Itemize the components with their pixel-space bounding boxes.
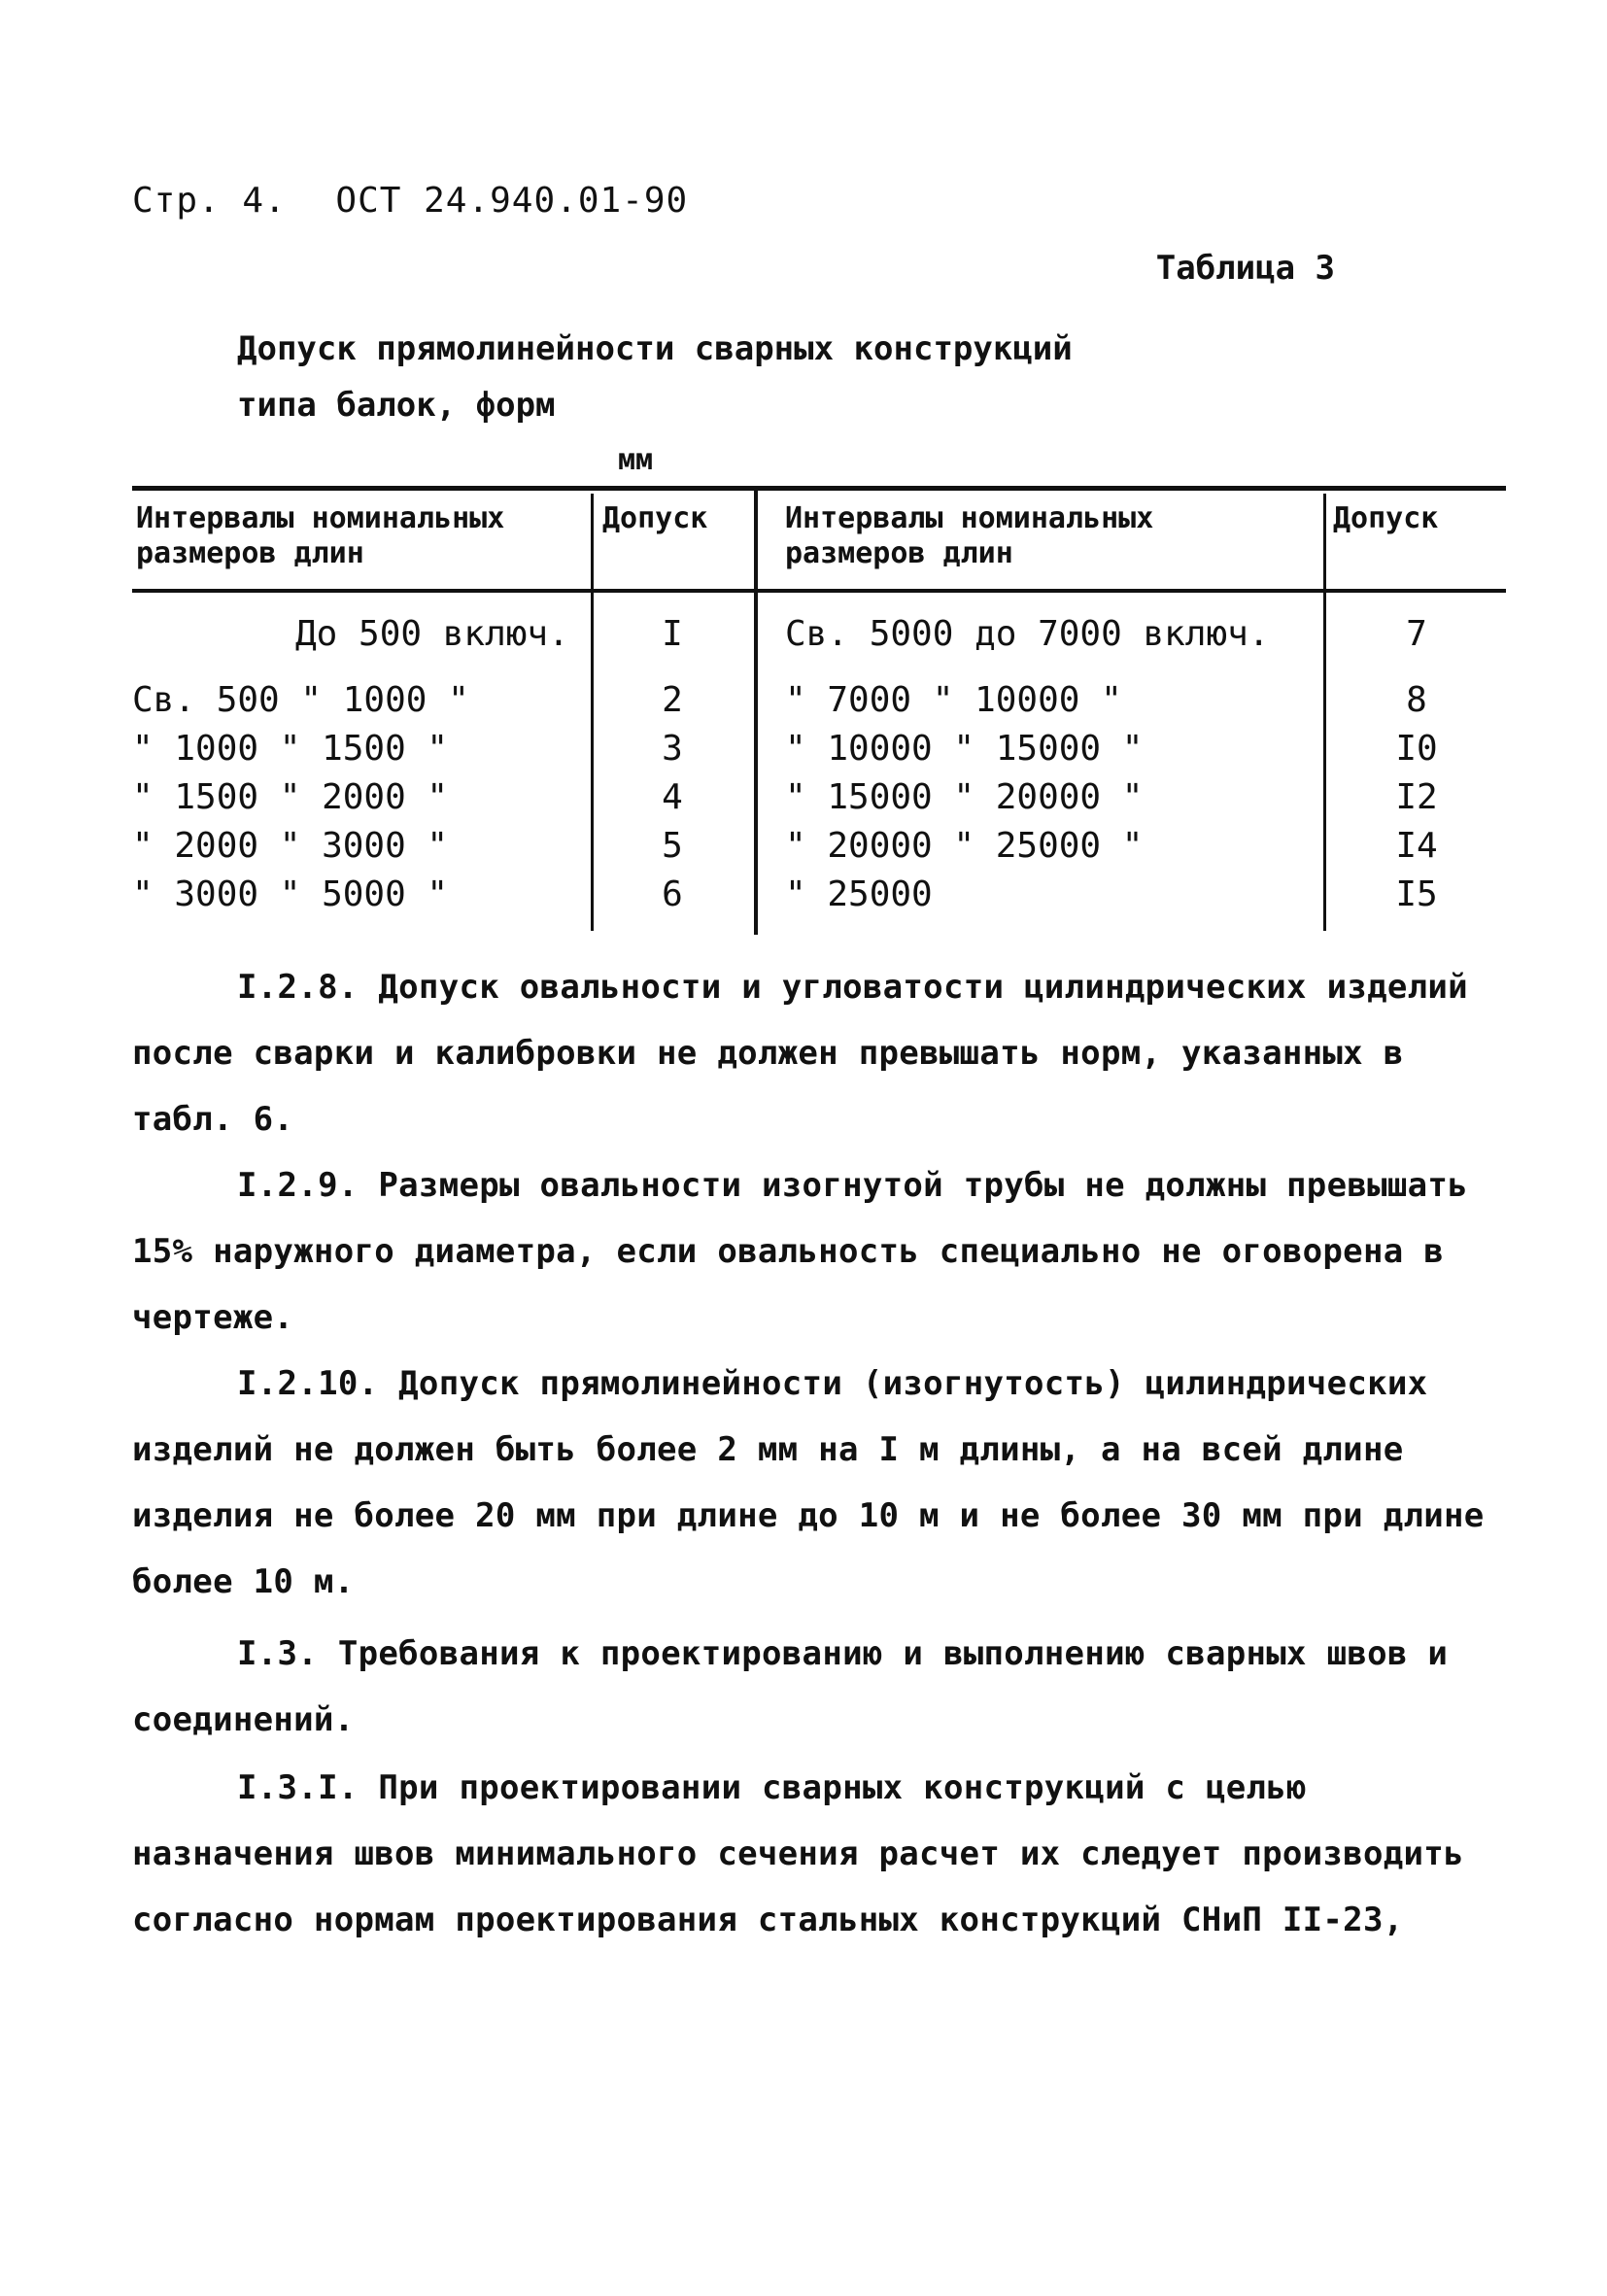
row-interval-left: Св. 500 " 1000 " xyxy=(132,680,469,720)
header-tolerance-left: Допуск xyxy=(602,501,708,535)
table-units: мм xyxy=(618,443,654,477)
standard-code: ОСТ 24.940.01-90 xyxy=(335,181,689,221)
paragraph-1-2-8: I.2.8. Допуск овальности и угловатости цилиндрических изделий после сварки и калибровки не должен превышать норм, указанных в табл. 6. xyxy=(132,968,1468,1139)
row-interval-left: " 1000 " 1500 " xyxy=(132,729,449,769)
table-row xyxy=(132,773,1506,822)
row-tolerance-right: I2 xyxy=(1395,777,1438,817)
row-interval-left: " 2000 " 3000 " xyxy=(132,826,449,866)
row-interval-right: " 7000 " 10000 " xyxy=(785,680,1122,720)
table-row xyxy=(132,676,1506,725)
table-row xyxy=(132,871,1506,919)
row-interval-right: " 25000 xyxy=(785,874,933,914)
row-tolerance-right: I0 xyxy=(1395,729,1438,769)
paragraph-1-3: I.3. Требования к проектированию и выполнению сварных швов и соединений. xyxy=(132,1634,1449,1739)
row-tolerance-right: I4 xyxy=(1395,826,1438,866)
row-tolerance-left: 4 xyxy=(662,777,683,817)
header-tolerance-right: Допуск xyxy=(1333,501,1439,535)
header-interval-right: Интервалы номинальных размеров длин xyxy=(785,501,1154,570)
row-tolerance-left: 3 xyxy=(662,729,683,769)
table-title xyxy=(237,321,1306,433)
row-interval-left: " 1500 " 2000 " xyxy=(132,777,449,817)
paragraph-1-2-10: I.2.10. Допуск прямолинейности (изогнутость) цилиндрических изделий не должен быть более 2 мм на I м длины, а на всей длине изделия не более 20 мм при длине до 10 м и не более 30 мм при длине более 10 м. xyxy=(132,1364,1485,1601)
row-tolerance-right: 7 xyxy=(1406,614,1427,654)
table-label: Таблица 3 xyxy=(1155,249,1335,288)
row-interval-right: " 15000 " 20000 " xyxy=(785,777,1144,817)
header-interval-left: Интервалы номинальных размеров длин xyxy=(136,501,505,570)
table-top-rule xyxy=(132,486,1506,491)
row-interval-left: " 3000 " 5000 " xyxy=(132,874,449,914)
table-row xyxy=(132,822,1506,871)
table-title-line-1: Допуск прямолинейности сварных конструкций xyxy=(237,329,1073,368)
row-interval-right: " 20000 " 25000 " xyxy=(785,826,1144,866)
tolerance-table xyxy=(132,486,1506,935)
row-interval-left: До 500 включ. xyxy=(295,614,569,654)
row-interval-right: " 10000 " 15000 " xyxy=(785,729,1144,769)
table-row xyxy=(132,725,1506,773)
table-header-rule xyxy=(132,589,1506,593)
row-tolerance-left: 5 xyxy=(662,826,683,866)
row-tolerance-right: 8 xyxy=(1406,680,1427,720)
row-tolerance-left: 2 xyxy=(662,680,683,720)
row-tolerance-left: I xyxy=(662,614,683,654)
row-tolerance-left: 6 xyxy=(662,874,683,914)
paragraph-1-2-9: I.2.9. Размеры овальности изогнутой трубы не должны превышать 15% наружного диаметра, если овальность специально не оговорена в чертеже. xyxy=(132,1166,1468,1337)
page-header xyxy=(132,181,715,221)
row-tolerance-right: I5 xyxy=(1395,874,1438,914)
table-row xyxy=(132,610,1506,659)
row-interval-right: Св. 5000 до 7000 включ. xyxy=(785,614,1270,654)
paragraph-1-3-1: I.3.I. При проектировании сварных конструкций с целью назначения швов минимального сечения расчет их следует производить согласно нормам проектирования стальных конструкций СНиП II-23, xyxy=(132,1768,1464,1939)
table-title-line-2: типа балок, форм xyxy=(237,386,556,425)
page-number: Стр. 4. xyxy=(132,181,287,221)
